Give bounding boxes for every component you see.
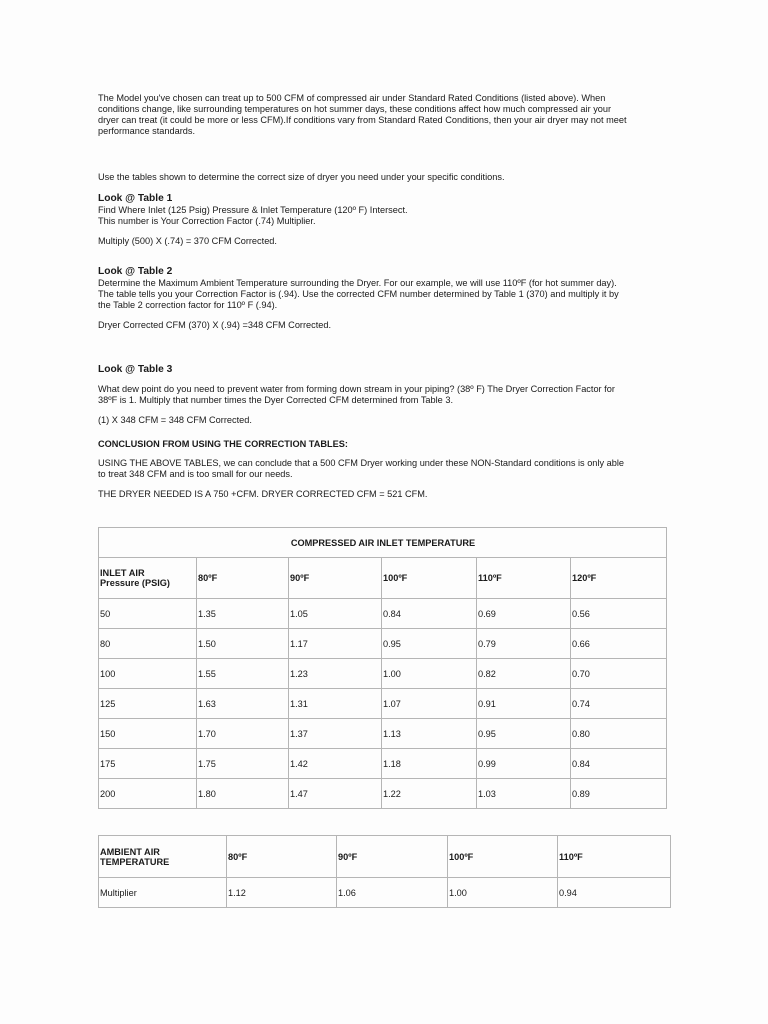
table-cell: 0.66: [571, 629, 667, 659]
step2-heading: Look @ Table 2: [98, 266, 173, 277]
table-cell: 100: [99, 659, 197, 689]
table-cell: 0.56: [571, 599, 667, 629]
table-cell: 0.79: [477, 629, 571, 659]
table-cell: 1.07: [382, 689, 477, 719]
step1-heading: Look @ Table 1: [98, 193, 173, 204]
table-cell: Multiplier: [99, 878, 227, 908]
document-body: [98, 93, 668, 500]
table-cell: 1.03: [477, 779, 571, 809]
table-cell: 1.31: [289, 689, 382, 719]
table-row: [99, 599, 667, 629]
table-cell: 0.84: [571, 749, 667, 779]
table-row: [99, 659, 667, 689]
step3-calculation: (1) X 348 CFM = 348 CFM Corrected.: [98, 415, 252, 425]
table-cell: 125: [99, 689, 197, 719]
step2-text: Determine the Maximum Ambient Temperature surrounding the Dryer. For our example, we will use 110ºF (for hot summer day). The table tells you your Correction Factor is (.94). Use the corrected CFM number determined by Table 1 (370) and multiply it by the Table 2 correction factor for 110º F (.94).: [98, 278, 619, 310]
table-cell: 1.63: [197, 689, 289, 719]
table-cell: 1.50: [197, 629, 289, 659]
step3-heading: Look @ Table 3: [98, 364, 173, 375]
step1-calculation: Multiply (500) X (.74) = 370 CFM Corrected.: [98, 236, 277, 246]
table-cell: 0.99: [477, 749, 571, 779]
table1-header-pressure: INLET AIR Pressure (PSIG): [99, 558, 197, 599]
table-row: [99, 878, 671, 908]
table-cell: 80: [99, 629, 197, 659]
table-cell: 1.37: [289, 719, 382, 749]
ambient-temperature-table: [98, 835, 671, 908]
table-row: [99, 779, 667, 809]
table1-header-90f: 90ºF: [289, 558, 382, 599]
table-row: [99, 689, 667, 719]
inlet-temperature-table: [98, 527, 667, 809]
table-cell: 1.06: [337, 878, 448, 908]
table-row: [99, 749, 667, 779]
conclusion-heading: CONCLUSION FROM USING THE CORRECTION TABLES:: [98, 439, 348, 449]
table-cell: 1.00: [382, 659, 477, 689]
table-cell: 50: [99, 599, 197, 629]
table1-header-120f: 120ºF: [571, 558, 667, 599]
table2-header-row: [99, 836, 671, 878]
table-cell: 1.12: [227, 878, 337, 908]
table2-header-110f: 110ºF: [558, 836, 671, 878]
table-cell: 1.55: [197, 659, 289, 689]
table1-header-80f: 80ºF: [197, 558, 289, 599]
table-cell: 0.74: [571, 689, 667, 719]
table-cell: 1.05: [289, 599, 382, 629]
table-cell: 1.00: [448, 878, 558, 908]
table2-header-ambient: AMBIENT AIR TEMPERATURE: [99, 836, 227, 878]
table-cell: 0.82: [477, 659, 571, 689]
table1-title: COMPRESSED AIR INLET TEMPERATURE: [99, 528, 667, 558]
table2-header-100f: 100ºF: [448, 836, 558, 878]
table-cell: 1.13: [382, 719, 477, 749]
table-cell: 0.70: [571, 659, 667, 689]
table-cell: 1.35: [197, 599, 289, 629]
table1-header-110f: 110ºF: [477, 558, 571, 599]
table2-header-80f: 80ºF: [227, 836, 337, 878]
use-tables-instruction: Use the tables shown to determine the correct size of dryer you need under your specific conditions.: [98, 172, 505, 182]
table-row: [99, 719, 667, 749]
table-cell: 1.70: [197, 719, 289, 749]
step3-text: What dew point do you need to prevent water from forming down stream in your piping? (38º F) The Dryer Correction Factor for 38ºF is 1. Multiply that number times the Dyer Corrected CFM determined from Table 3.: [98, 384, 615, 405]
table2-header-90f: 90ºF: [337, 836, 448, 878]
table1-header-row: [99, 558, 667, 599]
table-cell: 0.94: [558, 878, 671, 908]
table-cell: 0.69: [477, 599, 571, 629]
table-cell: 1.23: [289, 659, 382, 689]
table-cell: 0.95: [382, 629, 477, 659]
table-row: [99, 629, 667, 659]
table-cell: 200: [99, 779, 197, 809]
table-cell: 0.84: [382, 599, 477, 629]
conclusion-text: USING THE ABOVE TABLES, we can conclude that a 500 CFM Dryer working under these NON-Standard conditions is only able to treat 348 CFM and is too small for our needs.: [98, 458, 624, 479]
table-cell: 1.18: [382, 749, 477, 779]
table-cell: 1.17: [289, 629, 382, 659]
table-cell: 150: [99, 719, 197, 749]
intro-paragraph: The Model you've chosen can treat up to 500 CFM of compressed air under Standard Rated Conditions (listed above). When conditions change, like surrounding temperatures on hot summer days, these conditions affect how much compressed air your dryer can treat (it could be more or less CFM).If conditions vary from Standard Rated Conditions, then your air dryer may not meet performance standards.: [98, 93, 627, 136]
conclusion-final: THE DRYER NEEDED IS A 750 +CFM. DRYER CORRECTED CFM = 521 CFM.: [98, 489, 428, 499]
table-cell: 1.80: [197, 779, 289, 809]
table-cell: 0.91: [477, 689, 571, 719]
table-cell: 1.22: [382, 779, 477, 809]
table-cell: 1.42: [289, 749, 382, 779]
table-cell: 0.80: [571, 719, 667, 749]
table-cell: 0.89: [571, 779, 667, 809]
step2-calculation: Dryer Corrected CFM (370) X (.94) =348 CFM Corrected.: [98, 320, 332, 330]
table-cell: 1.47: [289, 779, 382, 809]
table-cell: 0.95: [477, 719, 571, 749]
table1-header-100f: 100ºF: [382, 558, 477, 599]
table-cell: 175: [99, 749, 197, 779]
table-cell: 1.75: [197, 749, 289, 779]
step1-text: Find Where Inlet (125 Psig) Pressure & Inlet Temperature (120º F) Intersect. This number is Your Correction Factor (.74) Multiplier.: [98, 205, 408, 226]
